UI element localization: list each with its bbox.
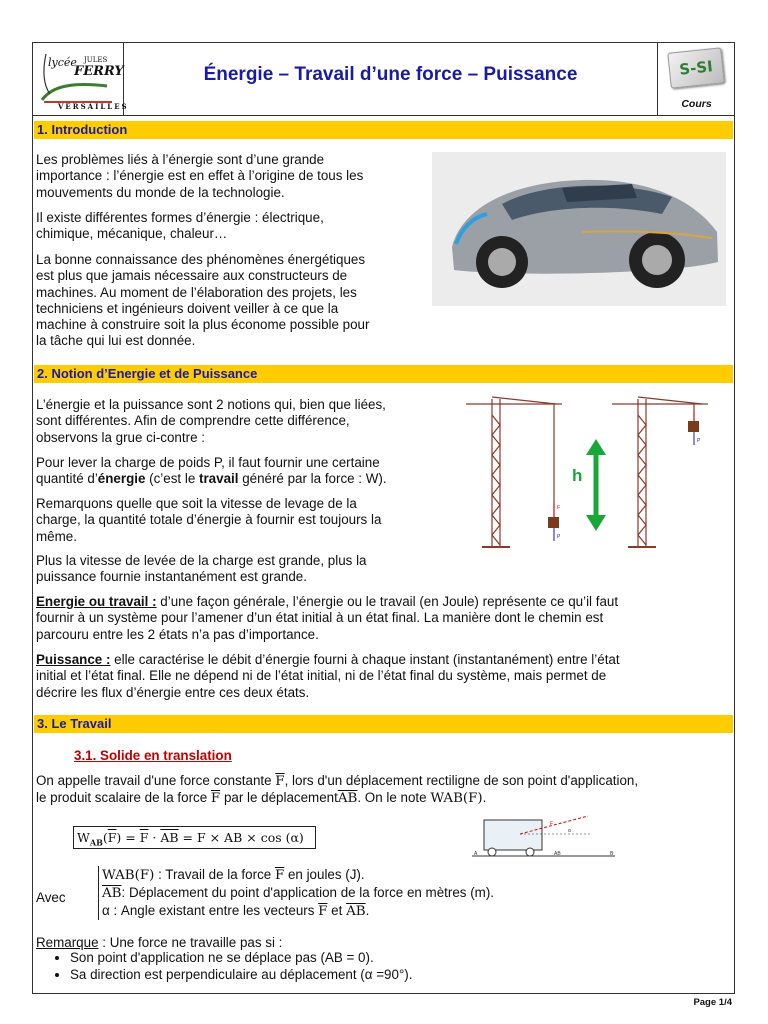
concept-car-image [432,152,726,306]
intro-paragraph-1 [36,152,426,201]
height-label: h [572,466,583,485]
vector-f: $\overline{F}$ [210,791,221,807]
text-span: quantité d’ [36,471,98,487]
definition-angle [102,902,494,920]
text-span: par le déplacement [220,790,338,806]
page-header [32,42,735,116]
logo-line-lycee: lycée [48,56,77,69]
intro-paragraph-3 [36,252,436,350]
cart-icon [484,820,542,850]
cart-force-diagram [470,812,620,862]
text-span: : Une force ne travaille pas si : [98,935,283,950]
subsection-3-1-heading: 3.1. Solide en translation [74,748,232,763]
remark-label: Remarque [36,935,99,950]
text-span: α : Angle existant entre les vecteurs [102,903,319,918]
text-line: initial et l’état final. Elle ne dépend ni de l’état initial, ni de l’état final du système, mais permet de [36,668,607,684]
vector-f: $\overline{F}$ [139,830,149,845]
power-definition [36,652,736,701]
text-line: même. [36,528,77,544]
section-2-paragraph-3 [36,496,456,545]
text-span: généré par la force : W). [238,471,387,487]
formula-text: · [148,830,161,845]
list-item: • Son point d'application ne se déplace pas (AB = 0). [70,950,412,967]
text-line: techniciens et ingénieurs doivent veiller à ce que la [36,300,339,316]
text-line: le produit scalaire de la force $\overline{F}$ par le $déplacement\overline{AB}$. On le note WAB(F). [36,790,487,807]
logo-line-versailles: VERSAILLES [58,102,129,111]
school-logo [32,42,129,115]
keyword-energie: énergie [97,471,146,487]
section-2-paragraph-2 [36,455,456,488]
doc-type-label: Cours [681,98,712,110]
section-2-paragraph-4 [36,553,456,586]
text-line [36,471,456,487]
keyword-travail: travail [199,471,239,487]
text-span: , lors d'un déplacement rectiligne de son point d'application, [284,773,639,788]
intro-paragraph-2 [36,210,426,243]
crane-illustration [462,395,732,555]
text-span: en joules (J). [284,867,365,882]
text-span: et [327,903,347,918]
diagram-point-a: A [474,851,478,857]
text-line: décrire les flux d’énergie entre ces deux états. [36,684,310,700]
work-definition [36,773,736,808]
text-span: . On le note [357,790,431,806]
section-1-heading: 1. Introduction [34,121,733,139]
text-line: chimique, mécanique, chaleur… [36,226,228,242]
section-3-heading: 3. Le Travail [34,715,733,733]
energy-term: Energie ou travail : [36,594,157,609]
text-span: d’une façon générale, l’énergie ou le travail (en Joule) représente ce qu’il faut [156,594,619,609]
vector-f: $\overline{F}$ [274,868,285,883]
section-2-paragraph-1 [36,397,446,446]
ssi-badge-icon [667,47,724,88]
work-formula: $W_{AB}(\overline{F}) = \overline{F} \cdot \overline{AB} = F$ × AB × cos (α) [73,826,316,849]
page-number: Page 1/4 [693,997,732,1008]
text-line [36,652,736,668]
text-line: puissance fournie instantanément est grande. [36,569,307,585]
text-line: Plus la vitesse de levée de la charge est grande, plus la [36,553,367,568]
left-weight-label: P [557,534,561,540]
text-line: est plus que jamais nécessaire aux constructeurs de [36,268,348,284]
text-line: parcouru entre les 2 états n’a pas d’importance. [36,626,319,642]
text-line: Pour lever la charge de poids P, il faut fournir une certaine [36,455,380,470]
formula-text: = F × AB × cos (α) [178,830,304,845]
text-line: observons la grue ci-contre : [36,429,205,445]
formula-w: W [77,830,90,845]
definition-displacement [102,884,494,902]
vector-ab: $\overline{AB}$ [337,791,358,807]
text-span: (c’est le [145,471,200,487]
text-line: charge, la quantité totale d’énergie à fournir est toujours la [36,512,382,528]
logo-line-jules: JULES [84,56,108,64]
text-line: Il existe différentes formes d’énergie : électrique, [36,210,324,225]
text-span: : Travail de la force [154,867,275,882]
logo-line-ferry: FERRY [74,64,124,79]
diagram-force-label: F [550,821,554,827]
variable-definitions [98,866,494,920]
text-span: : Déplacement du point d'application de la force en mètres (m). [121,885,494,900]
text-span: elle caractérise le débit d’énergie fourni à chaque instant (instantanément) entre l’état [110,652,620,667]
ssi-badge-label: S-SI [678,57,714,79]
text-line: sont différentes. Afin de comprendre cette différence, [36,413,350,429]
diagram-angle-label: α [568,828,571,834]
text-line [36,773,736,790]
text-line: L’énergie et la puissance sont 2 notions qui, bien que liées, [36,397,386,412]
work-notation: WAB(F) [430,791,483,807]
vector-ab: $\overline{AB}$ [102,886,122,901]
text-span: . [365,903,370,918]
text-line: Les problèmes liés à l’énergie sont d’une grande [36,152,325,167]
diagram-point-b: B [610,851,614,857]
text-line: La bonne connaissance des phénomènes énergétiques [36,252,366,267]
work-notation: WAB(F) [102,868,155,883]
vector-f: $\overline{F}$ [318,904,328,919]
energy-definition [36,594,736,643]
left-force-label: F [557,505,561,511]
course-badge [657,42,735,115]
text-line: mouvements du monde de la technologie. [36,184,285,200]
section-2-heading: 2. Notion d’Energie et de Puissance [34,365,733,383]
left-load-icon [548,517,559,528]
vector-ab: $\overline{AB}$ [346,904,366,919]
text-line: machine à construire soit la plus économe possible pour [36,317,370,333]
text-line: fournir à un système pour l’amener d’un état initial à un état final. La manière dont le chemin est [36,610,604,626]
page-title: Énergie – Travail d’une force – Puissance [203,64,578,85]
vector-ab: $\overline{AB}$ [160,830,179,845]
right-weight-label: P [697,438,701,444]
vector-f: $\overline{F}$ [275,774,285,789]
formula-subscript: AB [89,837,103,848]
text-line: la tâche qui lui est donnée. [36,333,196,349]
list-item: • Sa direction est perpendiculaire au déplacement (α =90°). [70,967,412,984]
text-span: On appelle travail d'une force constante [36,773,276,788]
height-arrow-icon [586,439,606,531]
text-line [36,594,736,610]
vector-f: $\overline{F}$ [107,830,117,845]
remark [36,935,282,951]
text-span: le produit scalaire de la force [36,790,211,806]
avec-label: Avec [36,890,66,905]
formula-text: = [121,830,140,845]
power-term: Puissance : [36,652,111,667]
diagram-vector-ab: AB [554,851,561,857]
remark-list [50,950,412,983]
right-load-icon [688,421,699,432]
text-line: importance : l’énergie est en effet à l’origine de tous les [36,168,364,184]
text-line: machines. Au moment de l’élaboration des projets, les [36,284,357,300]
text-line: Remarquons quelle que soit la vitesse de levage de la [36,496,357,511]
left-crane-icon [466,397,562,547]
definition-work [102,866,494,884]
